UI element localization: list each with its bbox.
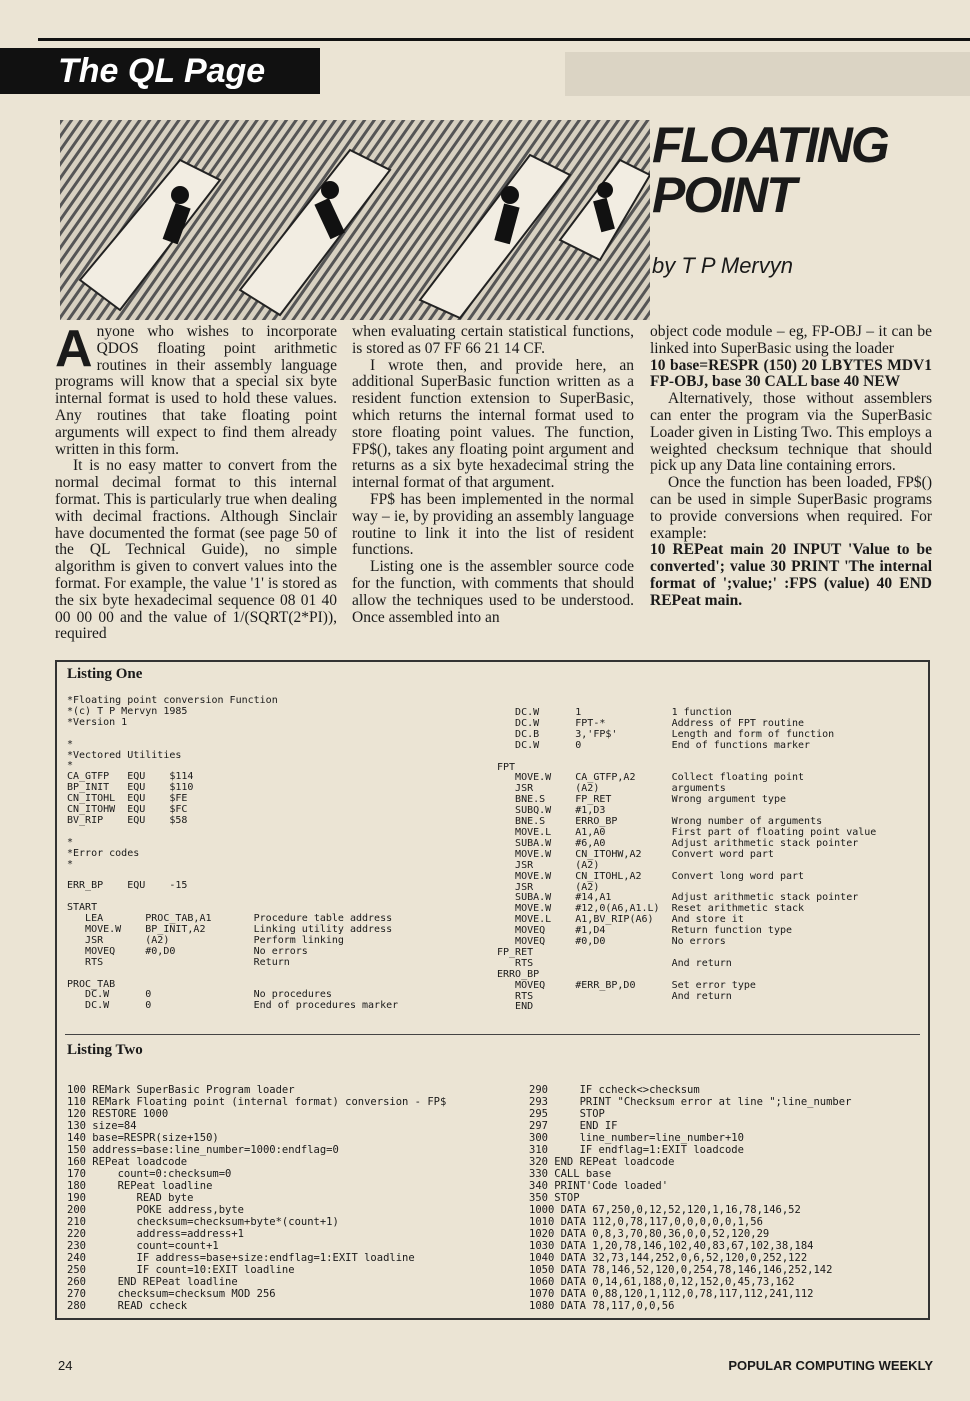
- paragraph: I wrote then, and provide here, an additional SuperBasic function written as a resident function extension to SuperBasic, which returns the internal format used to store floating point values. The function, FP$(), takes any floating point argument and returns as a six byte hexadecimal string the internal format of that argument.: [352, 356, 634, 492]
- paragraph: It is no easy matter to convert from the normal decimal format to this internal format. This is particularly true when dealing with decimal fractions. Although Sinclair have documented the format (see page 50 of the QL Technical Guide), no simple algorithm is given to convert values into the format. For example, the value '1' is stored as the six byte hexadecimal sequence 08 01 40 00 00 00 and the value of 1/(SQRT(2*PI)), required: [55, 457, 337, 643]
- listing-divider: [65, 1034, 920, 1035]
- text-column-3: [650, 324, 932, 610]
- paragraph: object code module – eg, FP-OBJ – it can be linked into SuperBasic using the loader: [650, 323, 932, 357]
- listing-two-right-code: 290 IF ccheck<>checksum 293 PRINT "Checksum error at line ";line_number 295 STOP 297 END IF 300 line_number=line_number+10 310 IF endflag=1:EXIT loadcode 320 END REPeat loadcode 330 CALL base 340 PRINT'Code loaded' 350 STOP 1000 DATA 67,250,0,12,52,120,1,16,78,146,52 1010 DATA 112,0,78,117,0,0,0,0,0,1,56 1020 DATA 0,8,3,70,80,36,0,0,52,120,29 1030 DATA 1,20,78,146,102,40,83,67,102,38,184 1040 DATA 32,73,144,252,0,6,52,120,0,252,122 1050 DATA 78,146,52,120,0,254,78,146,146,252,142 1060 DATA 0,14,61,188,0,12,152,0,45,73,162 1070 DATA 0,88,120,1,112,0,78,117,112,241,112 1080 DATA 78,117,0,0,56: [529, 1084, 852, 1312]
- bleed-through-area: [565, 52, 970, 96]
- listings-box: [55, 660, 930, 1320]
- paragraph: when evaluating certain statistical functions, is stored as 07 FF 66 21 14 CF.: [352, 323, 634, 357]
- paragraph: FP$ has been implemented in the normal way – ie, by providing an assembly language routine to link it into the list of resident functions.: [352, 490, 634, 559]
- listing-one-heading: Listing One: [67, 666, 143, 682]
- text-column-1: [55, 320, 337, 643]
- usage-example: 10 REPeat main 20 INPUT 'Value to be converted'; value 30 PRINT 'The internal format of ';value;' :FPS (value) 40 END REPeat main.: [650, 541, 932, 609]
- byline: by T P Mervyn: [652, 253, 793, 278]
- section-banner: The QL Page: [0, 48, 320, 94]
- drop-cap: A: [55, 320, 93, 378]
- publication-name: POPULAR COMPUTING WEEKLY: [728, 1358, 933, 1373]
- listing-two-heading: Listing Two: [67, 1042, 143, 1058]
- paragraph: Listing one is the assembler source code for the function, with comments that should allow the techniques used to be understood. Once assembled into an: [352, 558, 634, 626]
- paragraph: Anyone who wishes to incorporate QDOS floating point arithmetic routines in their assembly language programs will know that a special six byte internal format is used to hold these values. Any routines that take floating point arguments will expect to find them already written in this form.: [55, 320, 337, 458]
- title-line-2: POINT: [652, 167, 795, 223]
- paragraph: Once the function has been loaded, FP$() can be used in simple SuperBasic programs to provide conversions when required. For example:: [650, 474, 932, 542]
- text-column-2: [352, 324, 634, 626]
- title-line-1: FLOATING: [652, 117, 888, 173]
- loader-example: 10 base=RESPR (150) 20 LBYTES MDV1 FP-OBJ, base 30 CALL base 40 NEW: [650, 356, 932, 391]
- article-title: [652, 117, 888, 223]
- top-rule: [38, 38, 970, 41]
- listing-one-right-code: DC.W 1 1 function DC.W FPT-* Address of FPT routine DC.B 3,'FP$' Length and form of function DC.W 0 End of functions marker FPT MOVE.W CA_GTFP,A2 Collect floating point JSR (A2) arguments BNE.S FP_RET Wrong argument type SUBQ.W #1,D3 BNE.S ERRO_BP Wrong number of arguments MOVE.L A1,A0 First part of floating point value SUBA.W #6,A0 Adjust arithmetic stack pointer MOVE.W CN_ITOHW,A2 Convert word part JSR (A2) MOVE.W CN_ITOHL,A2 Convert long word part JSR (A2) SUBA.W #14,A1 Adjust arithmetic stack pointer MOVE.W #12,0(A6,A1.L) Reset arithmetic stack MOVE.L A1,BV_RIP(A6) And store it MOVEQ #1,D4 Return function type MOVEQ #0,D0 No errors FP_RET RTS And return ERRO_BP MOVEQ #ERR_BP,D0 Set error type RTS And return END: [497, 707, 877, 1013]
- listing-two-left-code: 100 REMark SuperBasic Program loader 110 REMark Floating point (internal format) conversion - FP$ 120 RESTORE 1000 130 size=84 140 base=RESPR(size+150) 150 address=base:line_number=1000:endflag=0 160 REPeat loadcode 170 count=0:checksum=0 180 REPeat loadline 190 READ byte 200 POKE address,byte 210 checksum=checksum+byte*(count+1) 220 address=address+1 230 count=count+1 240 IF address=base+size:endflag=1:EXIT loadline 250 IF count=10:EXIT loadline 260 END REPeat loadline 270 checksum=checksum MOD 256 280 READ ccheck: [67, 1084, 447, 1312]
- listing-one-left-code: *Floating point conversion Function *(c) T P Mervyn 1985 *Version 1 * *Vectored Utilities * CA_GTFP EQU $114 BP_INIT EQU $110 CN_ITOHL EQU $FE CN_ITOHW EQU $FC BV_RIP EQU $58 * *Error codes * ERR_BP EQU -15 START LEA PROC_TAB,A1 Procedure table address MOVE.W BP_INIT,A2 Linking utility address JSR (A2) Perform linking MOVEQ #0,D0 No errors RTS Return PROC_TAB DC.W 0 No procedures DC.W 0 End of procedures marker: [67, 695, 399, 1012]
- page-number: 24: [58, 1358, 73, 1373]
- header-illustration: [60, 120, 650, 320]
- paragraph: Alternatively, those without assemblers can enter the program via the SuperBasic Loader given in Listing Two. This employs a weighted checksum technique that should pick up any Data line containing errors.: [650, 390, 932, 475]
